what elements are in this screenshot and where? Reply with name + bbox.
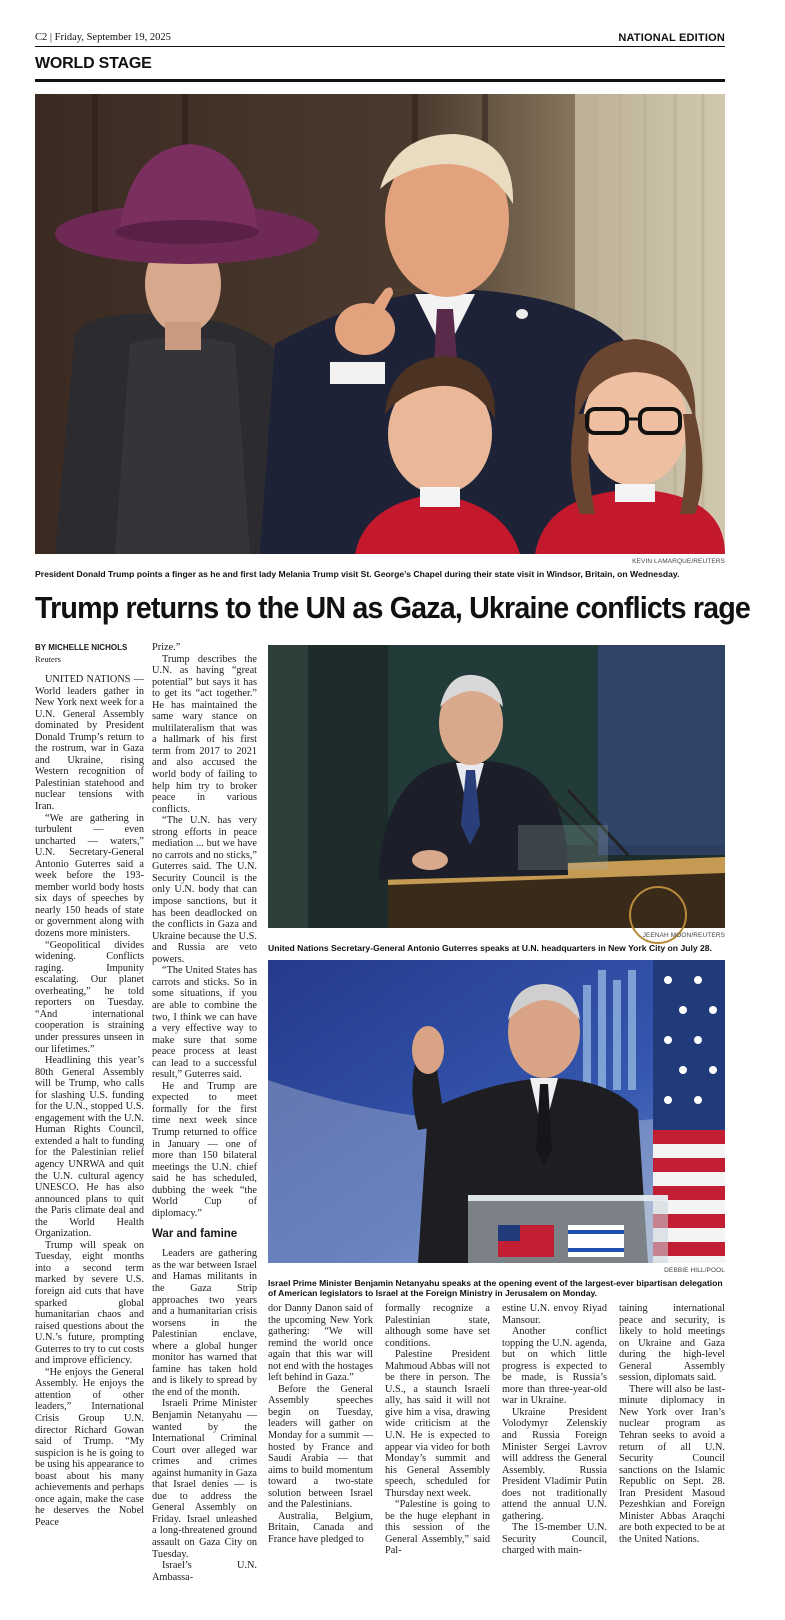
paragraph-12: Israeli Prime Minister Benjamin Netanyahu — wanted by the International Criminal Court over alleged war crimes and crimes against humanity in Gaza that Israel denies — is due to address the General Assembly on Friday. Israel unleashed a long-threatened ground assault on Gaza City on Tuesday. — [152, 1398, 257, 1560]
top-photo-credit: KEVIN LAMARQUE/REUTERS — [632, 558, 725, 565]
article-column-3 — [268, 1303, 373, 1545]
paragraph-5: Trump will speak on Tuesday, eight months into a second term marked by severe U.S. foreign aid cuts that have sparked global humanitarian chaos and raised questions about the U.N.’s future, prompting Guterres to try to cut costs and improve efficiency. — [35, 1239, 144, 1367]
paragraph-17-start: “Palestine is going to be the huge elephant in this session of the General Assembly,” said Pal- — [385, 1499, 490, 1557]
paragraph-9: “The United States has carrots and sticks. So in some situations, if you are able to combine the two, I think we can have a very effective way to make sure that some peace process at least can lead to a successful result,” Guterres said. — [152, 965, 257, 1081]
paragraph-16: Palestine President Mahmoud Abbas will not be there in person. The U.S., a staunch Israeli ally, has said it will not give him a visa, drawing wide criticism at the U.N. He is expected to appear via video for both Monday’s summit and his General Assembly speech, scheduled for Thursday next week. — [385, 1349, 490, 1499]
bottom-photo — [268, 960, 725, 1263]
paragraph-7: Trump describes the U.N. as having “great potential” but says it has to get its “act together.” He has maintained the same wary stance on multilateralism that was a hallmark of his first term from 2017 to 2021 and also accused the world body of failing to help him try to broker peace in various conflicts. — [152, 653, 257, 815]
middle-photo-credit: JEENAH MOON/REUTERS — [642, 932, 725, 939]
netanyahu-photo-illustration — [268, 960, 725, 1263]
paragraph-13-end: dor Danny Danon said of the upcoming New York gathering: “We will remind the world once again that this war will not end with the hostages left behind in Gaza.” — [268, 1303, 373, 1384]
headline: Trump returns to the UN as Gaza, Ukraine conflicts rage — [35, 591, 751, 625]
article-column-6 — [619, 1303, 725, 1545]
paragraph-20-start: The 15-member U.N. Security Council, charged with main- — [502, 1522, 607, 1557]
agency: Reuters — [35, 654, 61, 664]
paragraph-4: Headlining this year’s 80th General Assembly will be Trump, who calls for slashing U.S. funding for the U.N., stopped U.S. engagement with the U.N. Human Rights Council, extended a halt to funding for the Palestinian relief agency UNRWA and quit the U.N. cultural agency UNESCO. He has also announced plans to quit the Paris climate deal and the World Health Organization. — [35, 1055, 144, 1240]
paragraph-15-end: formally recognize a Palestinian state, although some have set conditions. — [385, 1303, 490, 1349]
paragraph-3: “Geopolitical divides widening. Conflicts raging. Impunity escalating. Our planet overheating,” he told reporters on Tuesday. “And international cooperation is straining under pressures unseen in our lifetimes.” — [35, 939, 144, 1055]
paragraph-14: Before the General Assembly speeches begin on Tuesday, leaders will gather on Monday for a summit — hosted by France and Saudi Arabia — that aims to build momentum toward a two-state solution between Israel and the Palestinians. — [268, 1383, 373, 1511]
paragraph-1: UNITED NATIONS — World leaders gather in New York next week for a U.N. General Assembly dominated by President Donald Trump’s return to the rostrum, war in Gaza and Ukraine, rising Western recognition of Palestinian statehood and nuclear tensions with Iran. — [35, 674, 144, 813]
page-date-label: C2 | Friday, September 19, 2025 — [35, 32, 171, 43]
paragraph-6-end: Prize.” — [152, 642, 181, 653]
bottom-photo-caption: Israel Prime Minister Benjamin Netanyahu speaks at the opening event of the largest-ever bipartisan delegation of American legislators to Israel at the Foreign Ministry in Jerusalem on Monday. — [268, 1278, 723, 1299]
paragraph-8: “The U.N. has very strong efforts in peace mediation ... but we have no carrots and no sticks,” Guterres said. The U.N. Security Council is the only U.N. body that can impose sanctions, but it has been deadlocked on the conflicts in Gaza and Ukraine because the U.S. and Russia are veto powers. — [152, 815, 257, 965]
paragraph-20-end: taining international peace and security, is likely to hold meetings on Ukraine and Gaza during the high-level General Assembly session, diplomats said. — [619, 1303, 725, 1384]
paragraph-10: He and Trump are expected to meet formally for the first time next week since Trump returned to office in January — one of more than 150 bilateral meetings the U.N. chief said he has scheduled, dubbing the week “the World Cup of diplomacy.” — [152, 1080, 257, 1219]
top-photo-caption: President Donald Trump points a finger as he and first lady Melania Trump visit St. George’s Chapel during their state visit in Windsor, Britain, on Wednesday. — [35, 569, 680, 579]
paragraph-21: There will also be last-minute diplomacy in New York over Iran’s nuclear program as Tehran seeks to avoid a return of all U.N. Security Council sanctions on the Islamic Republic on Sept. 28. Iran President Masoud Pezeshkian and Foreign Minister Abbas Araqchi are both expected to be at the United Nations. — [619, 1383, 725, 1545]
paragraph-6-start: “He enjoys the General Assembly. He enjoys the attention of other leaders,” International Crisis Group U.N. director Richard Gowan said of Trump. “My suspicion is he is going to be using his appearance to boast about his many achievements and perhaps once again, make the case he deserves the Nobel Peace — [35, 1366, 144, 1528]
paragraph-13-start: Israel’s U.N. Ambassa- — [152, 1560, 257, 1583]
article-column-2 — [152, 642, 257, 1583]
bottom-photo-credit: DEBBIE HILL/POOL — [664, 1267, 725, 1274]
article-column-4 — [385, 1303, 490, 1557]
article-column-1 — [35, 642, 144, 1537]
top-photo — [35, 94, 725, 554]
paragraph-15-start: Australia, Belgium, Britain, Canada and France have pledged to — [268, 1510, 373, 1545]
section-flag: WORLD STAGE — [35, 55, 725, 82]
middle-photo — [268, 645, 725, 928]
byline: BY MICHELLE NICHOLS — [35, 643, 128, 652]
middle-photo-caption: United Nations Secretary-General Antonio Guterres speaks at U.N. headquarters in New York City on July 28. — [268, 943, 712, 953]
folio-line — [35, 32, 725, 47]
paragraph-11: Leaders are gathering as the war between Israel and Hamas militants in the Gaza Strip approaches two years and a humanitarian crisis worsens in the Palestinian enclave, where a global hunger monitor has warned that famine has taken hold and is likely to spread by the end of the month. — [152, 1248, 257, 1398]
subhead-war-and-famine: War and famine — [152, 1228, 238, 1241]
paragraph-17-end: estine U.N. envoy Riyad Mansour. — [502, 1303, 607, 1326]
chapel-photo-illustration — [35, 94, 725, 554]
paragraph-18: Another conflict topping the U.N. agenda, but on which little progress is expected to be made, is Russia’s more than three-year-old war in Ukraine. — [502, 1326, 607, 1407]
guterres-photo-illustration — [268, 645, 725, 928]
article-column-5 — [502, 1303, 607, 1557]
paragraph-19: Ukraine President Volodymyr Zelenskiy and Russia Foreign Minister Sergei Lavrov will address the General Assembly. Russia President Vladimir Putin does not traditionally attend the annual U.N. gathering. — [502, 1406, 607, 1522]
paragraph-2: “We are gathering in turbulent — even uncharted — waters,” U.N. Secretary-General Antonio Guterres said a week before the 193-member world body hosts six days of speeches by nearly 150 heads of state or government along with dozens more ministers. — [35, 812, 144, 940]
edition-label: NATIONAL EDITION — [618, 32, 725, 44]
